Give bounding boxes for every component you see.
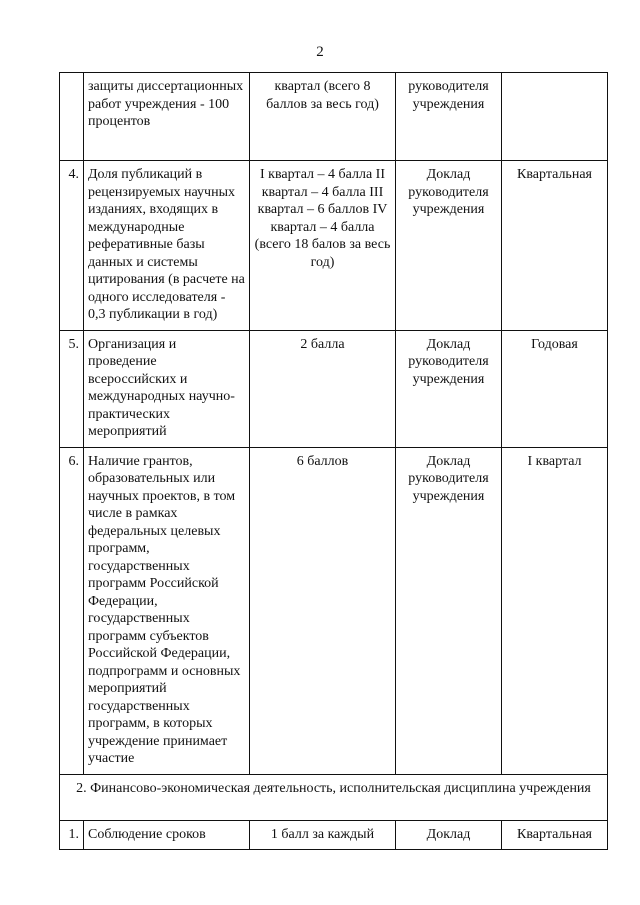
indicator-score: 2 балла [250,330,396,447]
page-number: 2 [316,44,324,60]
indicator-name: Наличие грантов, образовательных или научных проектов, в том числе в рамках федеральных целевых программ, государственных программ Российской Федерации, государственных программ субъектов Российской Федерации, подпрограмм и основных мероприятий государственных программ, в которых учреждение принимает участие [84,447,250,774]
table-row [60,447,608,774]
table-row [60,73,608,161]
section-heading: 2. Финансово-экономическая деятельность, исполнительская дисциплина учреждения [60,774,608,820]
table-row [60,161,608,331]
table-row [60,330,608,447]
report-period: Квартальная [502,161,608,331]
report-period: Годовая [502,330,608,447]
indicator-score: 6 баллов [250,447,396,774]
row-number: 6. [60,447,84,774]
report-form: Доклад [396,820,502,850]
indicator-name: защиты диссертационных работ учреждения - 100 процентов [84,73,250,161]
indicators-table [59,72,608,850]
report-form: Доклад руководителя учреждения [396,447,502,774]
report-form: Доклад руководителя учреждения [396,330,502,447]
report-form: Доклад руководителя учреждения [396,161,502,331]
report-period [502,73,608,161]
row-number [60,73,84,161]
report-form: руководителя учреждения [396,73,502,161]
indicator-score: квартал (всего 8 баллов за весь год) [250,73,396,161]
indicator-score: 1 балл за каждый [250,820,396,850]
indicator-name: Организация и проведение всероссийских и международных научно-практических мероприятий [84,330,250,447]
indicator-name: Доля публикаций в рецензируемых научных изданиях, входящих в международные реферативные базы данных и системы цитирования (в расчете на одного исследователя - 0,3 публикации в год) [84,161,250,331]
indicator-name: Соблюдение сроков [84,820,250,850]
report-period: Квартальная [502,820,608,850]
row-number: 1. [60,820,84,850]
table-row [60,820,608,850]
report-period: I квартал [502,447,608,774]
section-row [60,774,608,820]
row-number: 4. [60,161,84,331]
row-number: 5. [60,330,84,447]
indicator-score: I квартал – 4 балла II квартал – 4 балла III квартал – 6 баллов IV квартал – 4 балла (всего 18 балов за весь год) [250,161,396,331]
